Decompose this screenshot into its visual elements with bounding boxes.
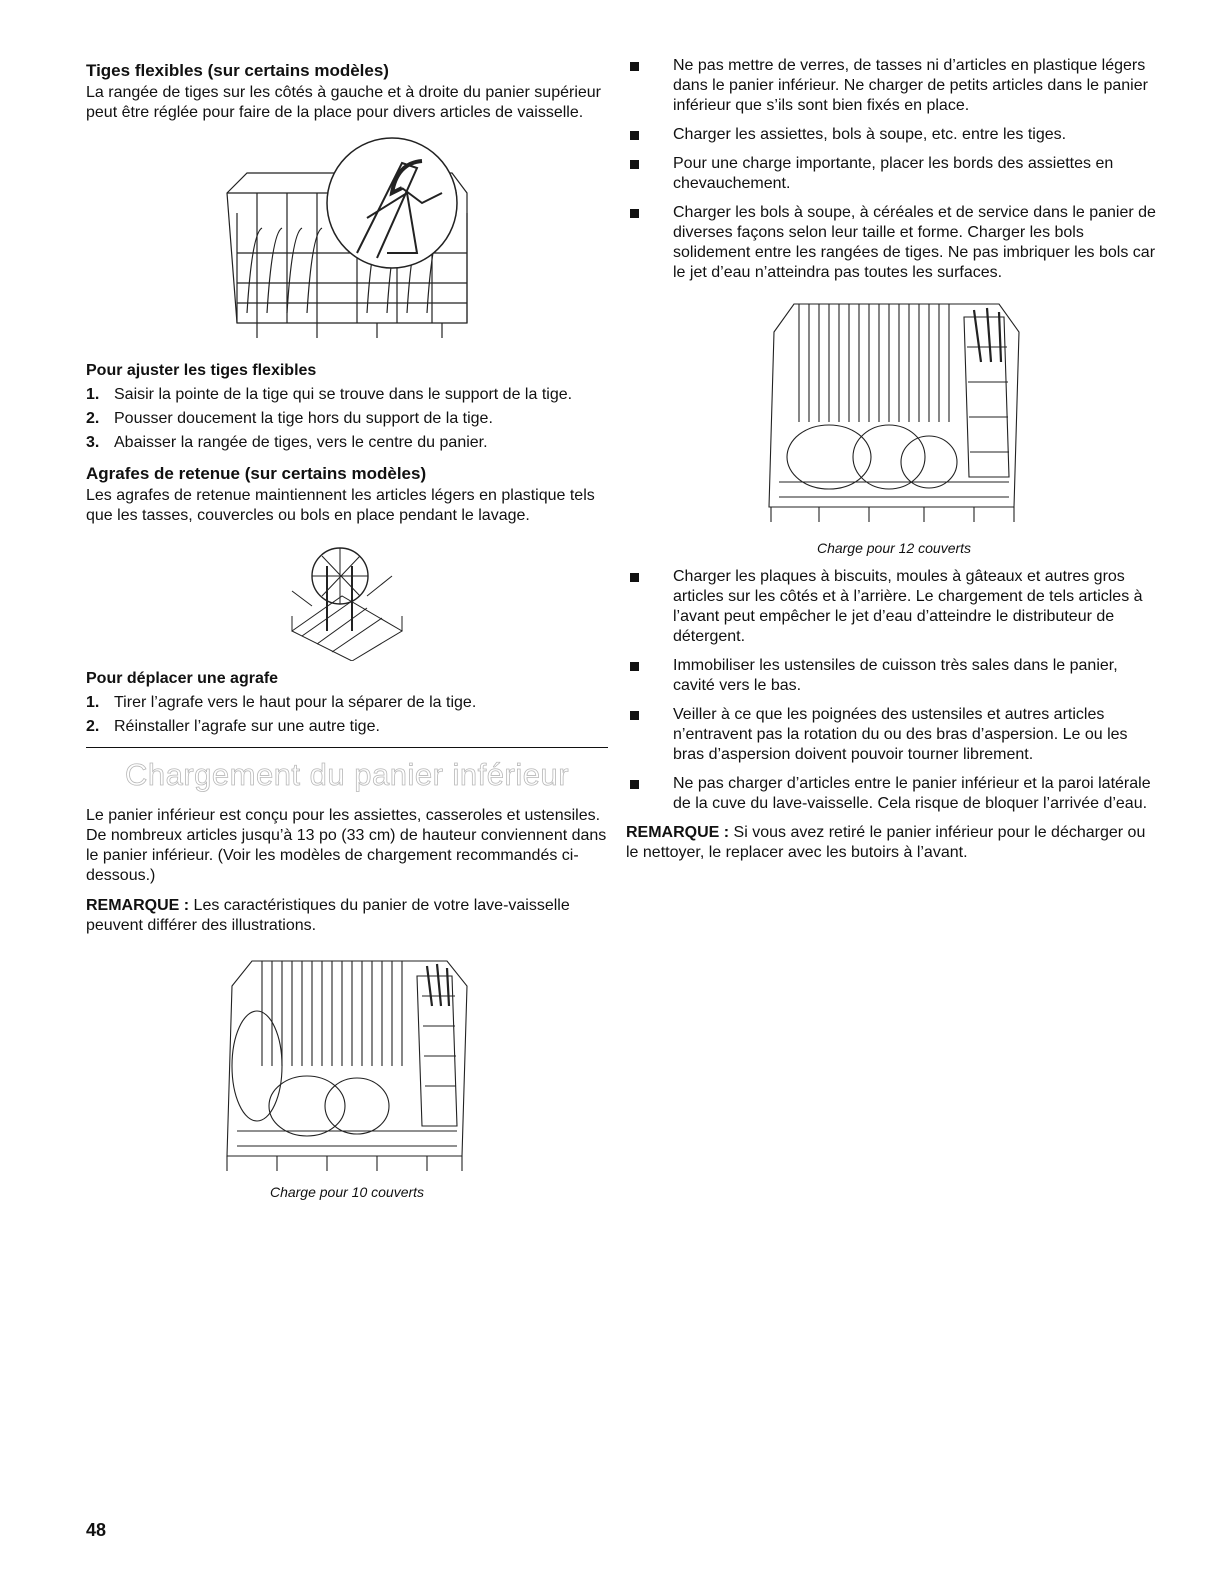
bullet-icon [626, 705, 673, 765]
bullets-top [626, 56, 1162, 283]
remarque-right: REMARQUE : Si vous avez retiré le panier inférieur pour le décharger ou le nettoyer, le replacer avec les butoirs à l’avant. [626, 824, 1146, 861]
bullet-icon [626, 774, 673, 814]
right-column [626, 56, 1162, 873]
list-item: Ne pas mettre de verres, de tasses ni d’articles en plastique légers dans le panier inférieur. Ne charger de petits articles dans le panier inférieur que s’ils sont bien fixés en place. [626, 56, 1162, 116]
section-divider [86, 747, 608, 748]
list-item: 1. Tirer l’agrafe vers le haut pour la séparer de la tige. [86, 694, 477, 711]
tiges-body: La rangée de tiges sur les côtés à gauche et à droite du panier supérieur peut être réglée pour faire de la place pour divers articles de vaisselle. [86, 84, 601, 121]
caption-12: Charge pour 12 couverts [816, 540, 972, 556]
list-item: 2. Pousser doucement la tige hors du support de la tige. [86, 410, 493, 427]
list-item: Charger les plaques à biscuits, moules à gâteaux et autres gros articles sur les côtés et à l’arrière. Le chargement de tels articles à l’avant peut empêcher le jet d’eau d’atteindre le distributeur de détergent. [626, 567, 1162, 647]
bullet-icon [626, 567, 673, 647]
bullet-icon [626, 203, 673, 283]
list-item: Pour une charge importante, placer les bords des assiettes en chevauchement. [626, 154, 1162, 194]
page-number: 48 [86, 1520, 107, 1540]
list-item: 3. Abaisser la rangée de tiges, vers le centre du panier. [86, 434, 488, 451]
ajuster-steps [86, 385, 608, 453]
list-item: 1. Saisir la pointe de la tige qui se trouve dans le support de la tige. [86, 386, 573, 403]
lower-rack-12-illustration [759, 292, 1029, 537]
list-item: Charger les bols à soupe, à céréales et de service dans le panier de diverses façons selon leur taille et forme. Charger les bols solidement entre les rangées de tiges. Ne pas imbriquer les bols car le jet d’eau n’atteindra pas toutes les surfaces. [626, 203, 1162, 283]
deplacer-steps [86, 693, 608, 737]
list-item: Charger les assiettes, bols à soupe, etc. entre les tiges. [626, 125, 1162, 145]
agrafes-body: Les agrafes de retenue maintiennent les articles légers en plastique tels que les tasses, couvercles ou bols en place pendant le lavage. [86, 487, 595, 524]
bullet-icon [626, 125, 673, 145]
flexible-tines-illustration [217, 133, 477, 353]
tiges-heading: Tiges flexibles (sur certains modèles) [86, 61, 389, 80]
ajuster-heading: Pour ajuster les tiges flexibles [86, 362, 317, 379]
section-title: Chargement du panier inférieur [124, 757, 570, 792]
deplacer-heading: Pour déplacer une agrafe [86, 670, 279, 687]
list-item: Veiller à ce que les poignées des ustensiles et autres articles n’entravent pas la rotation du ou des bras d’aspersion. Le ou les bras d’aspersion doivent pouvoir tourner librement. [626, 705, 1162, 765]
agrafes-heading: Agrafes de retenue (sur certains modèles) [86, 464, 427, 483]
remarque-left: REMARQUE : Les caractéristiques du panier de votre lave-vaisselle peuvent différer des illustrations. [86, 897, 570, 934]
intro-paragraph: Le panier inférieur est conçu pour les assiettes, casseroles et ustensiles. De nombreux articles jusqu’à 13 po (33 cm) de hauteur conviennent dans le panier inférieur. (Voir les modèles de chargement recommandés ci-dessous.) [86, 807, 607, 884]
retaining-clip-illustration [282, 536, 412, 661]
list-item: 2. Réinstaller l’agrafe sur une autre tige. [86, 718, 380, 735]
left-column [86, 56, 608, 1211]
lower-rack-10-illustration [217, 946, 477, 1181]
list-item: Immobiliser les ustensiles de cuisson très sales dans le panier, cavité vers le bas. [626, 656, 1162, 696]
list-item: Ne pas charger d’articles entre le panier inférieur et la paroi latérale de la cuve du lave-vaisselle. Cela risque de bloquer l’arrivée d’eau. [626, 774, 1162, 814]
bullet-icon [626, 154, 673, 194]
bullets-bottom [626, 567, 1162, 814]
bullet-icon [626, 56, 673, 116]
bullet-icon [626, 656, 673, 696]
caption-10: Charge pour 10 couverts [269, 1184, 425, 1200]
